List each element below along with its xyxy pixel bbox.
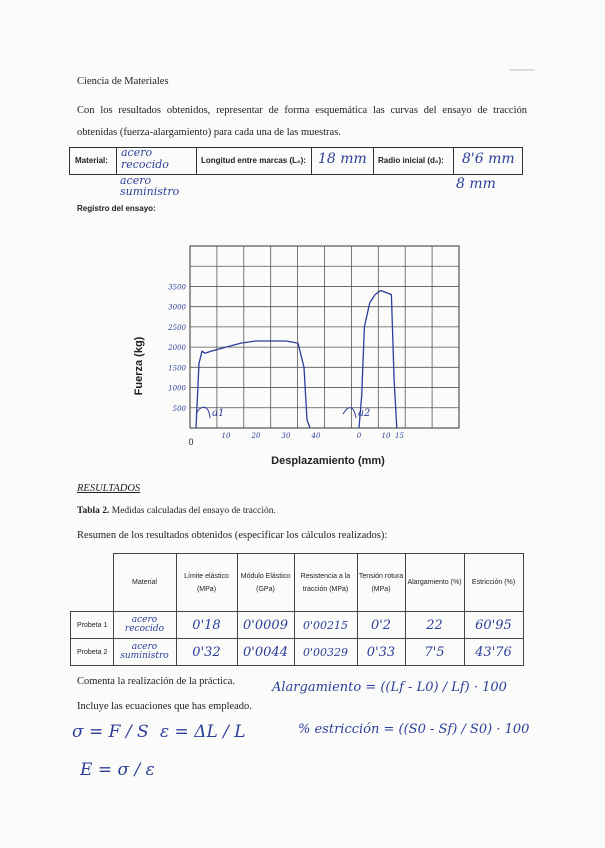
results-table bbox=[70, 553, 524, 666]
y-tick-label: 1000 bbox=[168, 384, 186, 393]
cell-resistencia: 0'00329 bbox=[294, 639, 357, 666]
annotation-a2: a2 bbox=[358, 408, 371, 419]
y-tick-label: 500 bbox=[172, 404, 186, 413]
header-estriccion: Estricción (%) bbox=[464, 554, 523, 612]
cell-estriccion: 43'76 bbox=[464, 639, 523, 666]
registro-label: Registro del ensayo: bbox=[77, 204, 156, 213]
table-caption-number: Tabla 2. bbox=[77, 506, 110, 516]
bleed-through-text: ▔▔▔▔ bbox=[510, 70, 535, 79]
radius-label: Radio inicial (d₀): bbox=[378, 156, 444, 165]
y-axis-label: Fuerza (kg) bbox=[133, 336, 145, 396]
cell-resistencia: 0'00215 bbox=[294, 612, 357, 639]
results-heading: RESULTADOS bbox=[77, 483, 141, 494]
material-label: Material: bbox=[75, 156, 108, 165]
y-tick-labels bbox=[167, 283, 186, 412]
comment-prompt: Comenta la realización de la práctica. bbox=[77, 676, 235, 687]
y-tick-label: 2000 bbox=[168, 344, 186, 353]
x-tick-label: 10 bbox=[381, 432, 391, 440]
cell-modulo: 0'0044 bbox=[237, 639, 294, 666]
table-caption-text: Medidas calculadas del ensayo de tracción. bbox=[109, 506, 276, 516]
cell-tension: 0'2 bbox=[357, 612, 405, 639]
equation-alargamiento: Alargamiento = ((Lf - L0) / Lf) · 100 bbox=[272, 680, 507, 695]
instructions-text: Con los resultados obtenidos, representar de forma esquemática las curvas del ensayo de tracción obtenidas (fuerza-alargamiento) para cada una de las muestras. bbox=[77, 105, 527, 138]
origin-label: 0 bbox=[188, 437, 194, 447]
length-value: 18 mm bbox=[318, 151, 367, 167]
y-tick-label: 3000 bbox=[168, 303, 186, 312]
x-tick-labels bbox=[222, 432, 405, 440]
radius-value: 8'6 mm bbox=[462, 151, 515, 167]
x-tick-label: 20 bbox=[251, 432, 261, 440]
y-tick-label: 1500 bbox=[168, 364, 186, 373]
equations-prompt: Incluye las ecuaciones que has empleado. bbox=[77, 701, 252, 712]
cell-material: acero recocido bbox=[113, 612, 176, 639]
row-label: Probeta 2 bbox=[71, 639, 114, 666]
x-axis-label: Desplazamiento (mm) bbox=[271, 455, 385, 467]
table-row bbox=[71, 639, 524, 666]
cell-alargamiento: 7'5 bbox=[405, 639, 464, 666]
material-value: acero recocido bbox=[121, 146, 169, 171]
x-tick-label: 15 bbox=[395, 432, 404, 440]
results-header-row bbox=[71, 554, 524, 612]
annotation-a2-mark bbox=[343, 408, 356, 418]
annotation-a1: a1 bbox=[212, 408, 225, 419]
radius-value-2: 8 mm bbox=[456, 176, 496, 192]
equation-modulo: E = σ / ε bbox=[80, 760, 155, 780]
x-tick-label: 10 bbox=[221, 432, 231, 440]
cell-limite: 0'18 bbox=[176, 612, 237, 639]
cell-material: acero suministro bbox=[113, 639, 176, 666]
table-row bbox=[71, 612, 524, 639]
y-tick-label: 3500 bbox=[168, 283, 186, 292]
table-caption bbox=[77, 506, 276, 516]
header-tension: Tensión rotura (MPa) bbox=[357, 554, 405, 612]
force-displacement-chart bbox=[110, 238, 480, 468]
header-material: Material bbox=[113, 554, 176, 612]
course-title: Ciencia de Materiales bbox=[77, 76, 169, 87]
equation-sigma: σ = F / S bbox=[72, 722, 149, 742]
x-tick-label: 30 bbox=[281, 432, 291, 440]
y-tick-label: 2500 bbox=[168, 323, 186, 332]
length-label: Longitud entre marcas (L₀): bbox=[201, 156, 306, 165]
x-tick-label: 0 bbox=[356, 432, 362, 440]
chart-grid bbox=[190, 246, 459, 428]
material-info-table bbox=[69, 147, 523, 175]
header-modulo: Módulo Elástico (GPa) bbox=[237, 554, 294, 612]
cell-tension: 0'33 bbox=[357, 639, 405, 666]
equation-estriccion: % estricción = ((S0 - Sf) / S0) · 100 bbox=[298, 722, 530, 737]
annotation-a1-mark bbox=[196, 407, 210, 418]
equation-epsilon: ε = ΔL / L bbox=[160, 722, 246, 742]
header-alargamiento: Alargamiento (%) bbox=[405, 554, 464, 612]
row-label: Probeta 1 bbox=[71, 612, 114, 639]
cell-alargamiento: 22 bbox=[405, 612, 464, 639]
cell-modulo: 0'0009 bbox=[237, 612, 294, 639]
cell-limite: 0'32 bbox=[176, 639, 237, 666]
x-tick-label: 40 bbox=[311, 432, 321, 440]
material-value-2: acero suministro bbox=[120, 174, 180, 198]
summary-instruction: Resumen de los resultados obtenidos (especificar los cálculos realizados): bbox=[77, 530, 388, 541]
header-resistencia: Resistencia a la tracción (MPa) bbox=[294, 554, 357, 612]
header-limite: Límite elástico (MPa) bbox=[176, 554, 237, 612]
cell-estriccion: 60'95 bbox=[464, 612, 523, 639]
